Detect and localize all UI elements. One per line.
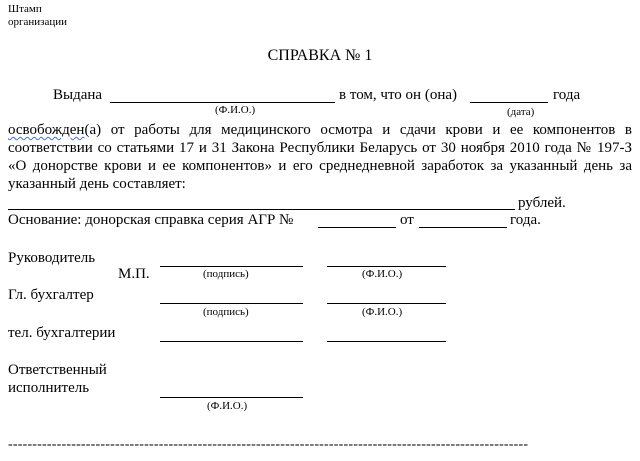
responsible-fio-caption: (Ф.И.О.) — [207, 400, 248, 412]
document-title: СПРАВКА № 1 — [267, 47, 373, 64]
basis-date-field[interactable] — [419, 227, 507, 228]
organization-stamp — [8, 3, 88, 29]
basis-from: от — [400, 212, 414, 228]
basis-suffix: года. — [510, 212, 541, 228]
head-signature-field[interactable] — [160, 266, 303, 267]
responsible-fio-field[interactable] — [160, 397, 303, 398]
responsible-label-line-1: Ответственный — [8, 362, 107, 378]
accountant-signature-field[interactable] — [160, 303, 303, 304]
cut-line: ----------------------------------------------------------------------------------------------------------- — [8, 437, 529, 452]
stamp-line-2: организации — [8, 16, 68, 28]
amount-suffix: рублей. — [518, 195, 566, 211]
accountant-fio-caption: (Ф.И.О.) — [362, 306, 403, 318]
accounting-phone-label: тел. бухгалтерии — [8, 325, 116, 341]
issued-prefix: Выдана — [53, 87, 103, 103]
body-text: (а) от работы для медицинского осмотра и сдачи крови и ее компонентов в соответствии со статьями 17 и 31 Закона Республики Беларусь от 30 ноября 2010 года № 197-З «О донорстве крови и ее компонентов» и его среднедневной заработок за указанный день за указанный день составляет: — [8, 122, 632, 192]
accountant-label: Гл. бухгалтер — [8, 287, 94, 303]
head-label: Руководитель — [8, 250, 96, 266]
issued-date-caption: (дата) — [507, 106, 535, 118]
basis-number-field[interactable] — [318, 227, 396, 228]
responsible-label-line-2: исполнитель — [8, 380, 90, 396]
issued-date-field[interactable] — [470, 102, 548, 103]
issued-suffix: года — [553, 87, 581, 103]
head-fio-field[interactable] — [327, 266, 446, 267]
basis-prefix: Основание: донорская справка серия АГР № — [8, 212, 294, 228]
issued-fio-field[interactable] — [110, 102, 335, 103]
amount-field[interactable] — [8, 209, 515, 210]
stamp-place-label: М.П. — [118, 266, 150, 282]
issued-middle-text: в том, что он (она) — [339, 87, 458, 103]
certificate-body — [8, 121, 632, 193]
body-word-released: освобожден — [8, 122, 85, 138]
accounting-phone-field-1[interactable] — [160, 341, 303, 342]
stamp-line-1: Штамп — [8, 3, 42, 15]
head-signature-caption: (подпись) — [203, 268, 249, 280]
accountant-signature-caption: (подпись) — [203, 306, 249, 318]
accountant-fio-field[interactable] — [327, 303, 446, 304]
issued-fio-caption: (Ф.И.О.) — [215, 104, 256, 116]
head-fio-caption: (Ф.И.О.) — [362, 268, 403, 280]
accounting-phone-field-2[interactable] — [327, 341, 446, 342]
